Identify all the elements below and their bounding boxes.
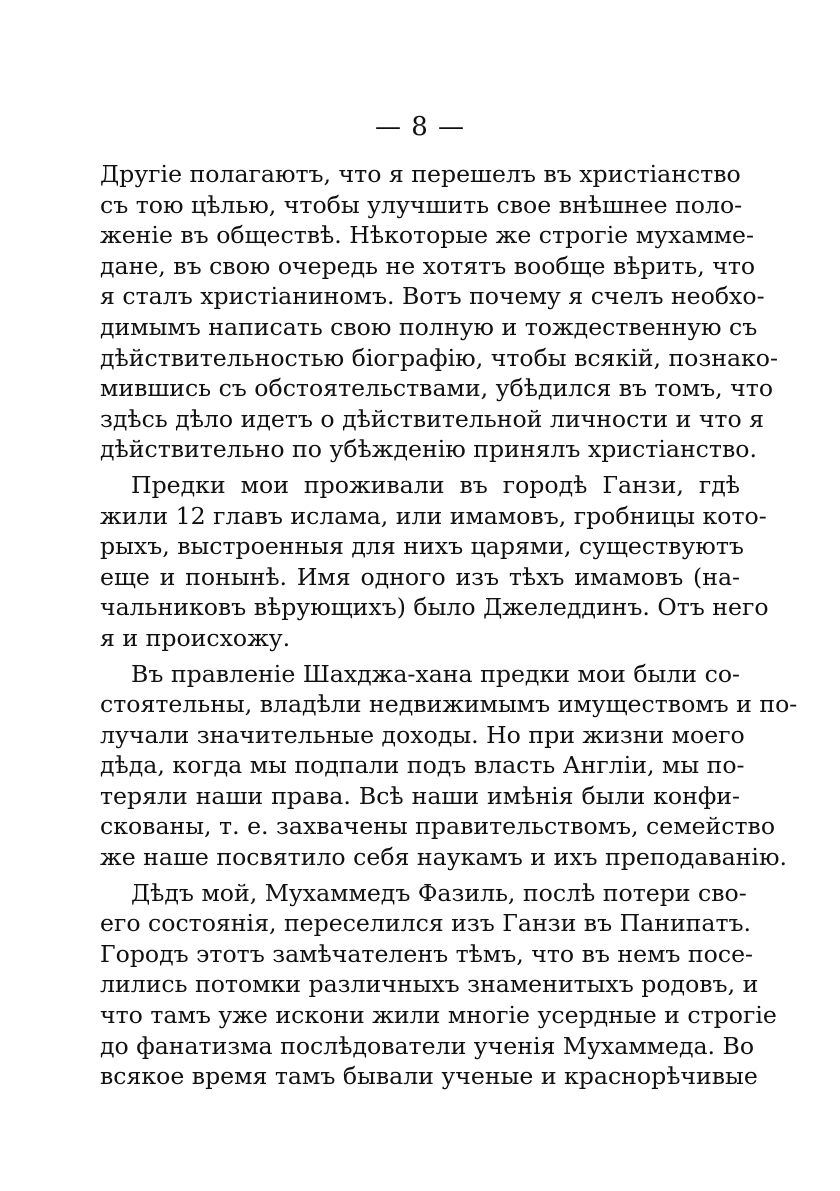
text-line: еще и понынѣ. Имя одного изъ тѣхъ имамовъ (на-	[100, 562, 740, 591]
text-line: съ тою цѣлью, чтобы улучшить свое внѣшнее поло-	[100, 190, 743, 219]
text-line: димымъ написать свою полную и тождественную съ	[100, 312, 758, 341]
text-line: Въ правленіе Шахджа-хана предки мои были со-	[131, 659, 740, 688]
text-line: до фанатизма послѣдователи ученія Мухаммеда. Во	[100, 1031, 755, 1060]
text-line: рыхъ, выстроенныя для нихъ царями, существуютъ	[100, 532, 744, 561]
text-line: Городъ этотъ замѣчателенъ тѣмъ, что въ немъ посе-	[100, 939, 754, 968]
paragraph	[100, 659, 798, 873]
text-line: Предки мои проживали въ городѣ Ганзи, гдѣ	[131, 470, 740, 499]
text-line: стоятельны, владѣли недвижимымъ имуществомъ и по-	[100, 690, 798, 719]
text-line: мившись съ обстоятельствами, убѣдился въ томъ, что	[100, 374, 774, 403]
body-text	[100, 159, 798, 1092]
text-line: Другіе полагаютъ, что я перешелъ въ христіанство	[100, 160, 741, 188]
text-line: здѣсь дѣло идетъ о дѣйствительной личности и что я	[100, 404, 765, 433]
text-line: женіе въ обществѣ. Нѣкоторые же строгіе мухамме-	[100, 221, 754, 250]
text-line: скованы, т. е. захвачены правительствомъ, семейство	[100, 812, 776, 841]
page-number: — 8 —	[374, 112, 466, 142]
text-line: жили 12 главъ ислама, или имамовъ, гробницы кото-	[100, 501, 767, 530]
text-line: дане, въ свою очередь не хотятъ вообще вѣрить, что	[100, 251, 756, 280]
text-line: всякое время тамъ бывали ученые и краснорѣчивые	[100, 1062, 758, 1091]
text-line: лились потомки различныхъ знаменитыхъ родовъ, и	[100, 970, 759, 999]
text-line: Дѣдъ мой, Мухаммедъ Фазиль, послѣ потери сво-	[131, 878, 747, 907]
text-line: что тамъ уже искони жили многіе усердные и строгіе	[100, 1001, 777, 1030]
text-line: я сталъ христіаниномъ. Вотъ почему я счелъ необхо-	[100, 282, 765, 311]
text-line: же наше посвятило себя наукамъ и ихъ преподаванію.	[100, 843, 787, 872]
text-line: его состоянія, переселился изъ Ганзи въ Панипатъ.	[100, 909, 752, 938]
text-line: лучали значительные доходы. Но при жизни моего	[100, 720, 745, 749]
text-line: чальниковъ вѣрующихъ) было Джеледдинъ. Отъ него	[100, 593, 769, 622]
text-line: дѣда, когда мы подпали подъ власть Англіи, мы по-	[100, 751, 745, 780]
text-line: я и происхожу.	[100, 623, 291, 652]
text-line: теряли наши права. Всѣ наши имѣнія были конфи-	[100, 781, 740, 810]
paragraph	[100, 159, 778, 465]
paragraph	[100, 470, 769, 654]
paragraph	[100, 878, 777, 1092]
text-line: дѣйствительно по убѣжденію принялъ христіанство.	[100, 435, 757, 464]
text-line: дѣйствительностью біографію, чтобы всякій, познако-	[100, 343, 778, 372]
